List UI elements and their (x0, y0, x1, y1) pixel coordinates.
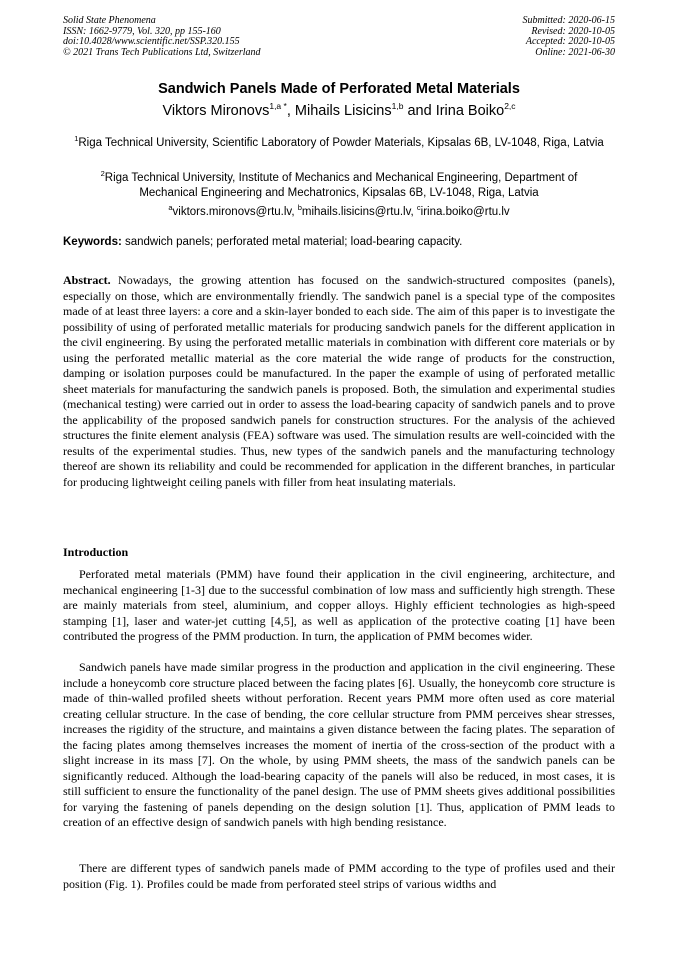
paper-title: Sandwich Panels Made of Perforated Metal Materials (158, 81, 520, 97)
affiliation-mark: 1 (74, 134, 79, 143)
author-separator: and (403, 102, 436, 119)
keywords (63, 236, 615, 248)
keywords-text: sandwich panels; perforated metal material; load-bearing capacity. (121, 236, 463, 248)
date-revised: Revised: 2020-10-05 (531, 25, 615, 37)
affiliation-1 (70, 131, 608, 151)
author-affil-mark: 2,c (504, 101, 516, 111)
author-name: Irina Boiko (435, 102, 505, 119)
abstract-text: Nowadays, the growing attention has focused on the sandwich-structured composites (panels), especially on those, which are environmentally friendly. The sandwich panel is a special type of the composites made of at least three layers: a core and a skin-layer bonded to each side. The aim of this paper is to investigate the possibility of using of perforated metallic materials for producing sandwich panels for the different application in the civil engineering. By using the perforated metallic materials in combination with different core materials or by using the perforated metallic material as the core material the wide range of products for the construction, damping or isolation purposes could be manufactured. In the paper the example of using of perforated metallic sheet materials for manufacturing the sandwich panels is proposed. Both, the simulation and experimental studies (mechanical testing) were carried out in order to assess the load-bearing capacity of sandwich panels and to prove the applicability of the proposed sandwich panels for construction structures. For the analysis of the achieved structures the finite element analysis (FEA) software was used. The simulation results are well-coincided with the results of the experimental studies. Thus, new types of the sandwich panels and the manufacturing technology thereof are shown its reliability and could be recommended for application in the different branches, in particular for producing lightweight ceiling panels with filler from heat insulating materials. (63, 273, 615, 489)
section-title-introduction: Introduction (63, 545, 129, 559)
email-link[interactable]: mihails.lisicins@rtu.lv (301, 205, 411, 218)
journal-issn: ISSN: 1662-9779, Vol. 320, pp 155-160 (63, 25, 221, 37)
email-list (0, 203, 678, 218)
abstract-label: Abstract. (63, 273, 111, 287)
dates-header (523, 16, 616, 58)
abstract (63, 273, 615, 490)
author-name: Mihails Lisicins (294, 102, 392, 119)
date-online: Online: 2021-06-30 (535, 46, 615, 58)
author-affil-mark: 1,b (391, 101, 404, 111)
date-submitted: Submitted: 2020-06-15 (522, 15, 615, 26)
email-link[interactable]: irina.boiko@rtu.lv (420, 205, 510, 218)
email-mark: c (416, 203, 421, 212)
email-mark: a (168, 203, 173, 212)
author-name: Viktors Mironovs (162, 102, 270, 119)
body-paragraph: Sandwich panels have made similar progress in the production and application in the civil engineering. These include a honeycomb core structure placed between the facing plates [6]. Usually, the honeycomb core structure is made of thin-walled profiled sheets without perforation. Recent years PMM more often used as core material creating cellular structure. In the case of bending, the core cellular structure from PMM perceives shear stresses, increases the rigidity of the structure, and maintains a given distance between the facing plates. The separation of the facing plates among themselves increases the moment of inertia of the cross-section of the product with a slight increase in its mass [7]. On the whole, by using PMM sheets, the mass of the sandwich panels can be significantly reduced. Although the load-bearing capacity of the panels will also be reduced, in most cases, it is still sufficient to ensure the functionality of the panel design. The use of PMM sheets gives additional possibilities for varying the fastening of panels depending on the design solution [1]. Thus, application of PMM leads to creation of an effective design of sandwich panels with high bending resistance. (63, 660, 615, 829)
affiliation-2 (70, 166, 608, 201)
journal-header (63, 16, 261, 58)
body-paragraph: Perforated metal materials (PMM) have found their application in the civil engineering, architecture, and mechanical engineering [1-3] due to the successful combination of low mass and sufficiently high strength. These are mainly materials from steel, aluminium, and copper alloys. Highly efficient technologies as high-speed stamping [1], laser and water-jet cutting [4,5], as well as application of the protective coating [1] have been contributed the progress of the PMM production. In turn, the application of PMM becomes wider. (63, 567, 615, 643)
affiliation-mark: 2 (100, 169, 105, 178)
email-link[interactable]: viktors.mironovs@rtu.lv (172, 205, 292, 218)
affiliation-text: Riga Technical University, Scientific Laboratory of Powder Materials, Kipsalas 6B, LV-1048, Riga, Latvia (78, 136, 604, 149)
date-accepted: Accepted: 2020-10-05 (525, 36, 615, 47)
journal-name: Solid State Phenomena (63, 15, 156, 26)
body-paragraph: There are different types of sandwich panels made of PMM according to the type of profiles used and their position (Fig. 1). Profiles could be made from perforated steel strips of various widths and (63, 861, 615, 891)
email-mark: b (297, 203, 302, 212)
email-separator: , (291, 205, 298, 218)
author-affil-mark: 1,a * (269, 101, 287, 111)
author-separator: , (286, 102, 295, 119)
author-list (0, 101, 678, 119)
email-separator: , (410, 205, 417, 218)
keywords-label: Keywords: (63, 236, 122, 248)
affiliation-text: Riga Technical University, Institute of Mechanics and Mechanical Engineering, Department of Mechanical Engineering and Mechatronics, Kipsalas 6B, LV-1048, Riga, Latvia (104, 171, 578, 199)
journal-doi: doi:10.4028/www.scientific.net/SSP.320.155 (63, 36, 240, 47)
journal-copyright: © 2021 Trans Tech Publications Ltd, Switzerland (63, 46, 261, 58)
